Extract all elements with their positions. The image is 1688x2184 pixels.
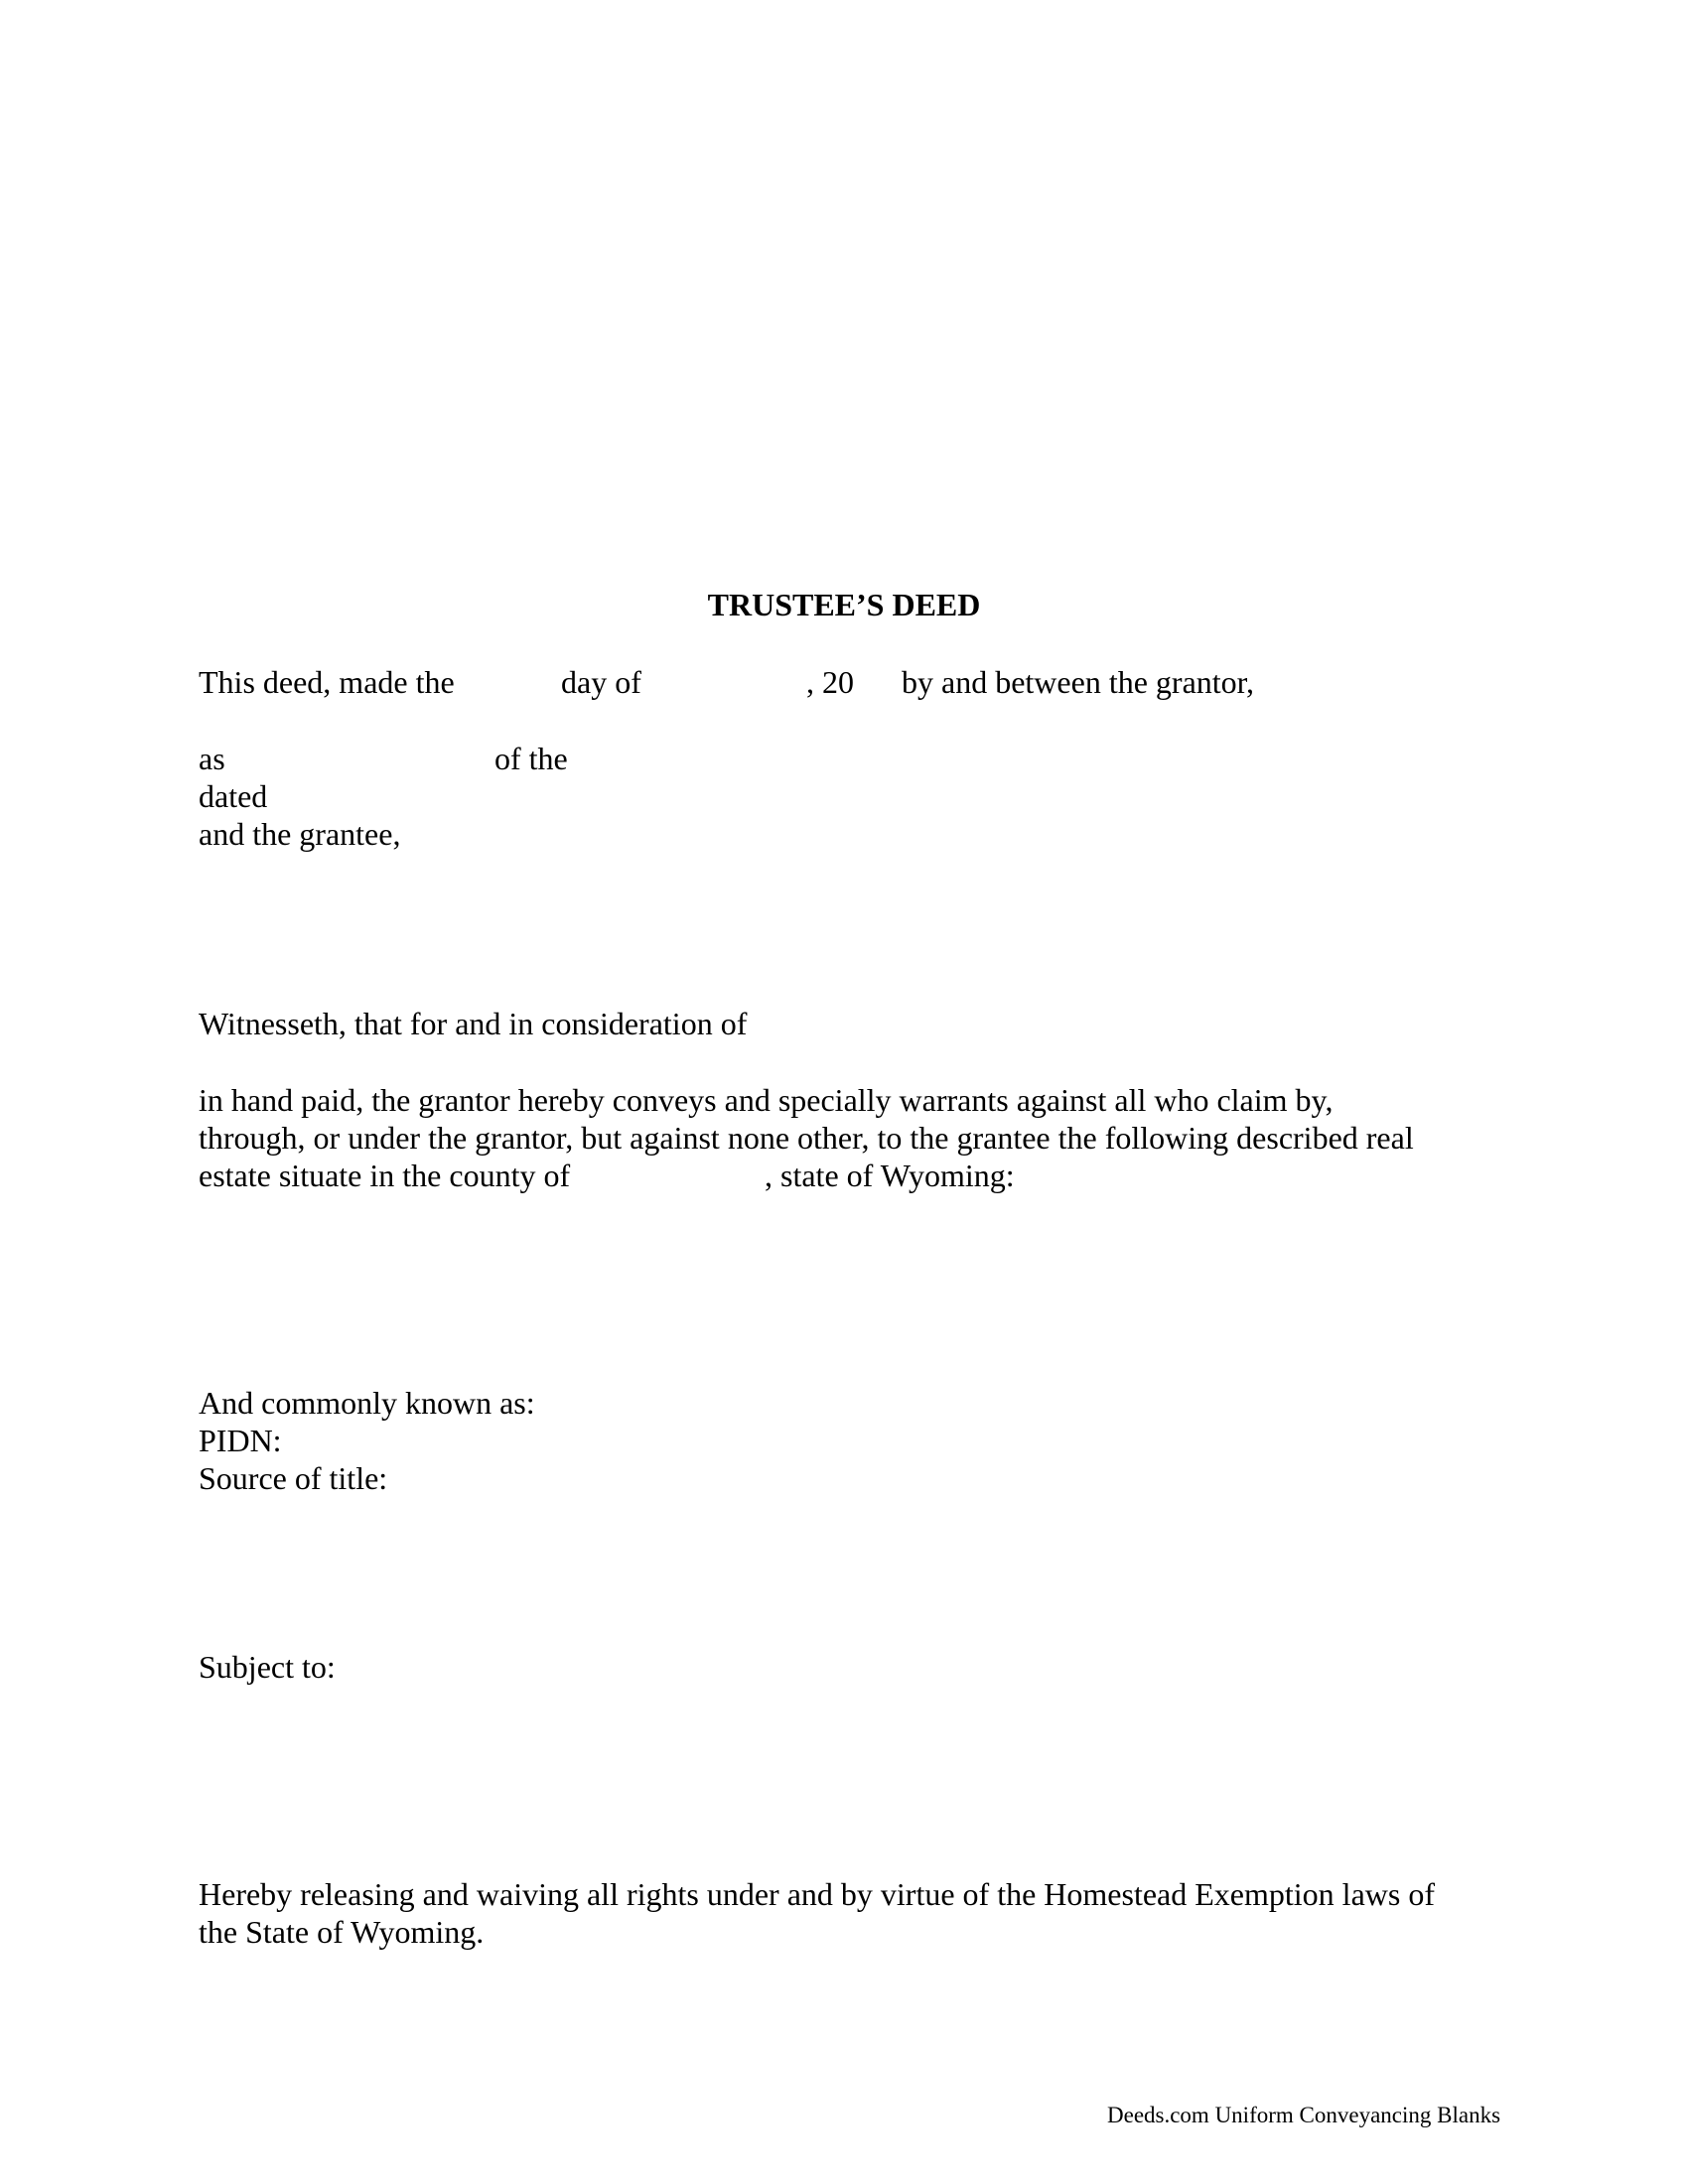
homestead-line-1: Hereby releasing and waiving all rights under and by virtue of the Homestead Exemption laws of (199, 1876, 1435, 1912)
homestead-line-2: the State of Wyoming. (199, 1914, 485, 1950)
witnesseth-text: Witnesseth, that for and in consideration of (199, 1006, 748, 1041)
conveys-line-2: through, or under the grantor, but against none other, to the grantee the following described real (199, 1120, 1414, 1156)
subject-to-label: Subject to: (199, 1649, 336, 1685)
as-label: as (199, 741, 225, 776)
county-label: estate situate in the county of (199, 1158, 571, 1193)
of-the-label: of the (494, 741, 568, 776)
day-of-label: day of (561, 664, 641, 700)
source-of-title-label: Source of title: (199, 1460, 388, 1496)
state-label: , state of Wyoming: (765, 1158, 1015, 1193)
footer-text: Deeds.com Uniform Conveyancing Blanks (1107, 2103, 1501, 2127)
made-the-label: This deed, made the (199, 664, 455, 700)
conveys-line-1: in hand paid, the grantor hereby conveys and specially warrants against all who claim by, (199, 1082, 1334, 1118)
deed-title: TRUSTEE’S DEED (707, 587, 981, 622)
commonly-known-label: And commonly known as: (199, 1385, 535, 1421)
grantor-label: by and between the grantor, (902, 664, 1255, 700)
year-prefix-label: , 20 (806, 664, 854, 700)
dated-label: dated (199, 778, 268, 814)
pidn-label: PIDN: (199, 1423, 282, 1458)
grantee-label: and the grantee, (199, 816, 401, 852)
